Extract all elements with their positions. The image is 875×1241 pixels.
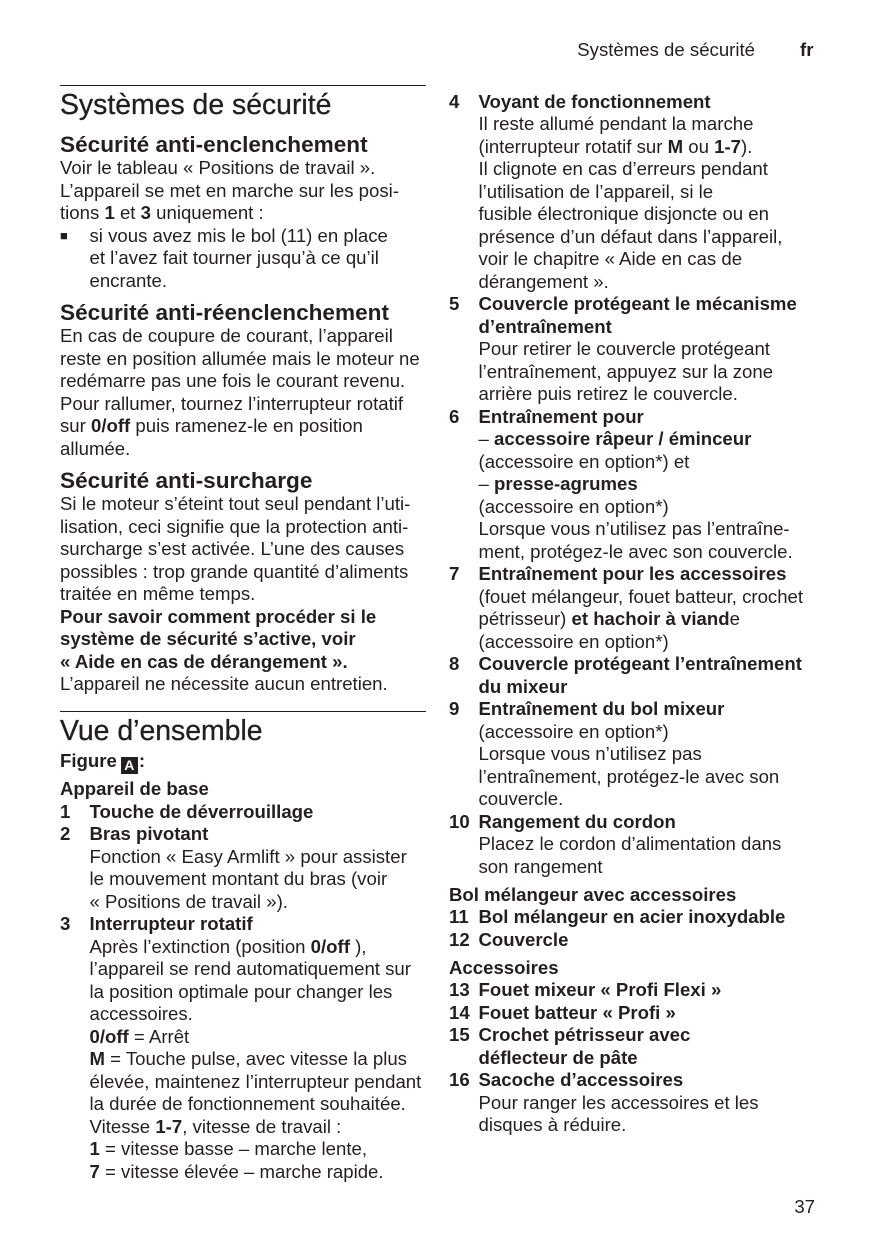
bold-text: 0/off: [89, 1025, 129, 1047]
text-run: (accessoire en option*): [478, 495, 669, 517]
legend-number: 10: [449, 810, 470, 832]
text-run: et l’avez fait tourner jusqu’à ce qu’il: [89, 247, 379, 268]
text-line: [90, 247, 427, 270]
text-run: –: [478, 428, 495, 450]
text-line: [60, 325, 426, 348]
text-run: sur: [60, 415, 91, 436]
text-line: [479, 293, 830, 316]
bold-text: « Aide en cas de dérangement ».: [60, 650, 348, 672]
section-title: Systèmes de sécurité: [60, 85, 426, 120]
text-line: [90, 225, 427, 248]
text-line: [90, 1026, 427, 1049]
legend-item: [449, 929, 829, 952]
text-line: [479, 248, 830, 271]
legend-number: 8: [449, 653, 460, 675]
text-line: [479, 698, 830, 721]
legend-item: [449, 1002, 829, 1025]
text-run: « Positions de travail »).: [89, 890, 288, 912]
text-run: l’entraînement, appuyez sur la zone: [478, 360, 774, 382]
bold-text: Sacoche d’accessoires: [478, 1069, 684, 1091]
text-run: –: [478, 473, 495, 495]
text-line: [60, 202, 426, 225]
bold-text: Touche de déverrouillage: [89, 800, 314, 822]
text-run: présence d’un défaut dans l’appareil,: [478, 225, 783, 247]
text-line: [479, 338, 830, 361]
legend-number: 1: [60, 800, 71, 822]
bold-text: Couvercle protégeant l’entraînement: [478, 653, 802, 675]
text-run: Pour retirer le couvercle protégeant: [478, 338, 770, 360]
text-line: [479, 979, 830, 1002]
text-line: [60, 493, 426, 516]
legend-number: 2: [60, 823, 71, 844]
text-run: possibles : trop grande quantité d’aliments: [60, 560, 409, 582]
text-line: [479, 929, 830, 952]
text-line: [479, 1092, 830, 1115]
text-run: Si le moteur s’éteint tout seul pendant l’uti-: [60, 493, 411, 514]
text-run: = vitesse élevée – marche rapide.: [99, 1160, 384, 1182]
text-run: L’appareil ne nécessite aucun entretien.: [60, 673, 388, 694]
text-run: Pour rallumer, tournez l’interrupteur rotatif: [60, 392, 404, 414]
text-run: traitée en même temps.: [60, 583, 256, 604]
legend-number: 16: [449, 1069, 470, 1091]
text-line: [479, 136, 830, 159]
bold-text: du mixeur: [478, 675, 568, 697]
legend-number: 11: [449, 906, 469, 928]
text-line: [90, 958, 427, 981]
text-run: En cas de coupure de courant, l’appareil: [60, 325, 393, 346]
text-run: tions: [60, 202, 105, 223]
legend-item: [449, 293, 829, 406]
bold-text: Entraînement du bol mixeur: [478, 698, 725, 720]
legend-number: 5: [449, 293, 460, 315]
text-line: [60, 673, 426, 696]
text-line: [479, 518, 830, 541]
text-run: L’appareil se met en marche sur les posi-: [60, 179, 399, 201]
text-line: [479, 811, 830, 834]
bold-text: Rangement du cordon: [478, 810, 676, 832]
legend-number: 14: [449, 1001, 470, 1023]
text-run: l’appareil se rend automatiquement sur: [89, 958, 411, 979]
text-line: [90, 823, 427, 846]
text-run: (interrupteur rotatif sur: [478, 135, 668, 157]
page-number: 37: [794, 1196, 815, 1217]
text-line: [60, 561, 426, 584]
text-run: fusible électronique disjoncte ou en: [478, 203, 769, 225]
section-title: Vue d’ensemble: [60, 711, 426, 746]
bold-text: 1-7: [714, 135, 741, 157]
bold-text: Bol mélangeur en acier inoxydable: [478, 906, 786, 928]
legend-number: 6: [449, 405, 460, 427]
text-line: [90, 913, 427, 936]
left-column: [60, 85, 426, 1183]
text-run: surcharge s’est activée. L’une des causes: [60, 538, 405, 559]
text-run: = vitesse basse – marche lente,: [99, 1138, 368, 1159]
subsection-heading: Appareil de base: [60, 778, 209, 799]
text-run: accessoires.: [89, 1003, 193, 1024]
bold-text: Interrupteur rotatif: [89, 913, 253, 934]
text-run: la durée de fonctionnement souhaitée.: [89, 1093, 406, 1114]
section-heading: Sécurité anti-enclenchement: [60, 132, 368, 157]
bold-text: Entraînement pour les accessoires: [478, 563, 787, 585]
text-line: [479, 541, 830, 564]
text-line: [479, 631, 830, 654]
text-line: [479, 906, 830, 929]
text-line: [479, 586, 830, 609]
text-line: [479, 676, 830, 699]
text-line: [479, 203, 830, 226]
legend-item: [449, 1024, 829, 1069]
text-line: [479, 743, 830, 766]
text-run: reste en position allumée mais le moteur ne: [60, 347, 420, 369]
text-line: [479, 226, 830, 249]
text-run: Placez le cordon d’alimentation dans: [478, 833, 782, 855]
bold-text: Pour savoir comment procéder si le: [60, 605, 377, 627]
text-line: [479, 1047, 830, 1070]
text-run: voir le chapitre « Aide en cas de: [478, 248, 743, 270]
text-run: allumée.: [60, 437, 131, 459]
text-line: [60, 516, 426, 539]
text-line: [479, 91, 830, 114]
text-run: la position optimale pour changer les: [89, 980, 393, 1002]
text-run: uniquement :: [150, 202, 264, 223]
text-line: [60, 157, 426, 180]
bold-text: d’entraînement: [478, 315, 612, 337]
text-run: dérangement ».: [478, 270, 609, 292]
bold-text: M: [667, 135, 684, 157]
text-run: élevée, maintenez l’interrupteur pendant: [89, 1070, 422, 1092]
legend-item: [60, 801, 426, 824]
legend-number: 7: [449, 563, 460, 585]
bold-text: déflecteur de pâte: [478, 1046, 638, 1068]
bold-text: Fouet batteur « Profi »: [478, 1001, 676, 1023]
text-line: [479, 113, 830, 136]
legend-item: [449, 1069, 829, 1137]
text-line: [479, 608, 830, 631]
text-run: (accessoire en option*) et: [478, 450, 690, 472]
bold-text: Entraînement pour: [478, 405, 644, 427]
text-line: [60, 348, 426, 371]
text-run: disques à réduire.: [478, 1114, 627, 1136]
text-line: [90, 891, 427, 914]
text-run: couvercle.: [478, 788, 564, 810]
text-run: ou: [683, 135, 715, 157]
text-line: [479, 1114, 830, 1137]
text-line: [90, 1116, 427, 1139]
bullet-marker: ■: [60, 227, 68, 243]
text-run: le mouvement montant du bras (voir: [89, 868, 388, 889]
text-line: [90, 1003, 427, 1026]
text-run: arrière puis retirez le couvercle.: [478, 383, 738, 405]
text-line: [479, 856, 830, 879]
text-run: = Arrêt: [128, 1025, 190, 1047]
text-run: = Touche pulse, avec vitesse la plus: [105, 1048, 407, 1069]
section-heading: Sécurité anti-réenclenchement: [60, 300, 389, 325]
legend-number: 9: [449, 698, 460, 720]
text-run: Vitesse: [89, 1115, 156, 1137]
text-line: [479, 766, 830, 789]
bold-text: 1-7: [155, 1115, 183, 1137]
text-run: Lorsque vous n’utilisez pas l’entraîne-: [478, 518, 790, 540]
bold-text: Voyant de fonctionnement: [478, 90, 711, 112]
legend-item: [449, 698, 829, 811]
text-run: Fonction « Easy Armlift » pour assister: [89, 845, 407, 867]
figure-reference: [60, 750, 426, 773]
legend-item: [449, 91, 829, 294]
bold-text: 0/off: [91, 415, 131, 436]
text-run: redémarre pas une fois le courant revenu.: [60, 370, 406, 391]
legend-item: [60, 913, 426, 1183]
text-run: encrante.: [89, 269, 168, 291]
text-line: [479, 563, 830, 586]
legend-number: 13: [449, 979, 470, 1001]
text-line: [479, 451, 830, 474]
text-line: [479, 473, 830, 496]
text-line: [90, 1093, 427, 1116]
text-run: si vous avez mis le bol (11) en place: [89, 224, 388, 246]
text-line: [90, 936, 427, 959]
legend-item: [449, 563, 829, 653]
text-line: [60, 628, 426, 651]
text-line: [90, 846, 427, 869]
bold-text: 1: [89, 1138, 100, 1159]
text-line: [60, 370, 426, 393]
bold-text: système de sécurité s’active, voir: [60, 628, 356, 649]
paragraph: [60, 157, 426, 225]
text-run: Il reste allumé pendant la marche: [478, 113, 754, 135]
text-line: [479, 833, 830, 856]
legend-number: 15: [449, 1024, 470, 1046]
text-line: [479, 1002, 830, 1025]
text-line: [60, 606, 426, 629]
bold-text: Crochet pétrisseur avec: [478, 1024, 691, 1046]
text-line: [479, 158, 830, 181]
legend-item: [449, 811, 829, 879]
text-line: [479, 788, 830, 811]
figure-badge: A: [121, 757, 138, 774]
text-line: [90, 1161, 427, 1184]
bold-text: Couvercle protégeant le mécanisme: [478, 293, 797, 315]
text-line: [479, 653, 830, 676]
bold-text: accessoire râpeur / éminceur: [494, 428, 752, 450]
language-marker: fr: [800, 39, 814, 60]
text-run: Après l’extinction (position: [89, 935, 311, 957]
text-line: [90, 801, 427, 824]
text-run: Lorsque vous n’utilisez pas: [478, 743, 702, 765]
text-line: [60, 180, 426, 203]
text-run: (fouet mélangeur, fouet batteur, crochet: [478, 585, 804, 607]
legend-number: 3: [60, 913, 71, 934]
text-run: Pour ranger les accessoires et les: [478, 1091, 759, 1113]
bullet-item: [60, 225, 426, 293]
text-line: [60, 651, 426, 674]
subsection-heading: Bol mélangeur avec accessoires: [449, 883, 737, 905]
text-run: Il clignote en cas d’erreurs pendant: [478, 158, 768, 180]
right-column: [449, 91, 829, 1137]
text-line: [90, 868, 427, 891]
text-line: [479, 428, 830, 451]
text-run: ).: [741, 135, 753, 157]
text-line: [90, 270, 427, 293]
text-line: [479, 316, 830, 339]
text-line: [479, 496, 830, 519]
text-line: [60, 415, 426, 438]
paragraph: [60, 493, 426, 696]
text-line: [479, 181, 830, 204]
text-line: [60, 538, 426, 561]
text-run: et: [114, 202, 141, 223]
text-line: [60, 583, 426, 606]
text-run: Voir le tableau « Positions de travail ».: [60, 157, 376, 178]
paragraph: [60, 325, 426, 460]
text-run: e: [729, 608, 740, 630]
text-run: son rangement: [478, 855, 603, 877]
running-header-title: Systèmes de sécurité: [577, 39, 755, 60]
bold-text: 1: [104, 202, 115, 223]
text-run: ),: [349, 935, 367, 957]
text-line: [60, 393, 426, 416]
text-line: [479, 1024, 830, 1047]
bold-text: et hachoir à viand: [571, 608, 730, 630]
bold-text: Fouet mixeur « Profi Flexi »: [478, 979, 722, 1001]
subsection-heading: Accessoires: [449, 956, 559, 978]
bold-text: Bras pivotant: [89, 823, 209, 844]
text-run: pétrisseur): [478, 608, 572, 630]
text-run: puis ramenez-le en position: [130, 415, 363, 436]
bold-text: 3: [140, 202, 151, 223]
legend-item: [449, 906, 829, 929]
section-heading: Sécurité anti-surcharge: [60, 468, 313, 493]
legend-item: [449, 406, 829, 564]
bold-text: M: [89, 1048, 105, 1069]
text-run: ment, protégez-le avec son couvercle.: [478, 540, 793, 562]
text-line: [90, 1071, 427, 1094]
bold-text: 0/off: [310, 935, 350, 957]
figure-label: Figure: [60, 750, 117, 771]
bold-text: 7: [89, 1160, 100, 1182]
text-line: [90, 1138, 427, 1161]
text-line: [479, 1069, 830, 1092]
text-run: (accessoire en option*): [478, 720, 669, 742]
legend-item: [449, 653, 829, 698]
text-run: l’utilisation de l’appareil, si le: [478, 180, 714, 202]
text-line: [60, 438, 426, 461]
text-line: [479, 406, 830, 429]
legend-item: [60, 823, 426, 913]
legend-item: [449, 979, 829, 1002]
text-line: [479, 271, 830, 294]
text-line: [479, 721, 830, 744]
legend-number: 12: [449, 928, 470, 950]
bold-text: presse-agrumes: [494, 473, 638, 495]
text-line: [90, 1048, 427, 1071]
text-run: (accessoire en option*): [478, 630, 669, 652]
bold-text: Couvercle: [478, 928, 569, 950]
figure-suffix: :: [138, 750, 146, 771]
text-line: [479, 361, 830, 384]
text-line: [479, 383, 830, 406]
text-run: l’entraînement, protégez-le avec son: [478, 765, 780, 787]
text-run: , vitesse de travail :: [182, 1115, 342, 1137]
text-line: [90, 981, 427, 1004]
text-run: lisation, ceci signifie que la protection anti-: [60, 515, 409, 537]
legend-number: 4: [449, 90, 460, 112]
